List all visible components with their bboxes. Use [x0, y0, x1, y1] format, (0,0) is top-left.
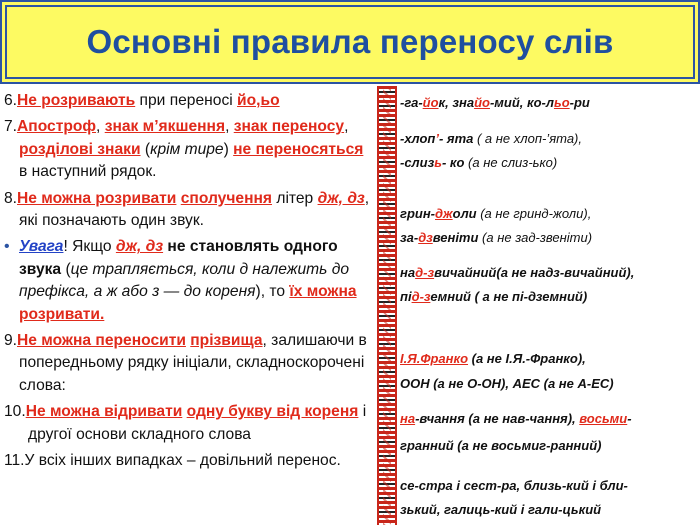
example-text: (а не І.Я.-Франко),: [468, 351, 586, 366]
ornament-divider: [377, 86, 397, 525]
example-text: -ри: [569, 95, 590, 110]
rule-keyword: їх можна розривати.: [19, 283, 357, 323]
rule-italic-text: це трапляється, коли д належить до префікса, а ж або з — до кореня: [19, 260, 349, 301]
example-text: вичайний(а не надз-вичайний),: [434, 265, 635, 280]
example-text: к, зна: [438, 95, 475, 110]
rule-number: 6.: [4, 92, 18, 109]
rule-keyword: Не можна відривати: [25, 403, 183, 421]
example-line: [400, 499, 698, 521]
example-note: (а не гринд-жоли),: [476, 206, 592, 221]
example-highlight: д-з: [415, 265, 435, 280]
rule-keyword: йо,ьо: [237, 92, 280, 109]
title-banner: [0, 0, 700, 84]
rule-text: ), то: [255, 283, 290, 301]
rule-9: [4, 330, 370, 397]
rule-number: 9.: [4, 332, 18, 350]
rule-number: 8.: [4, 189, 18, 207]
rule-note: [4, 236, 370, 326]
example-line: [400, 92, 698, 114]
example-line: [400, 262, 698, 284]
rule-text: ,: [225, 118, 234, 136]
example-line: [400, 152, 698, 174]
example-highlight: на: [400, 411, 416, 426]
rule-keyword: дж, дз: [317, 189, 365, 207]
example-note: ( а не хлоп-’ята),: [473, 131, 582, 146]
example-line: [400, 227, 698, 249]
example-note: (а не зад-звеніти): [478, 230, 593, 245]
example-highlight: д-з: [411, 289, 431, 304]
warning-label: Увага: [19, 238, 64, 256]
example-line: [400, 286, 698, 308]
rule-keyword: не переносяться: [233, 140, 364, 158]
rule-keyword: одну букву від кореня: [186, 403, 359, 421]
example-line: [400, 128, 698, 150]
rule-keyword: розділові знаки: [19, 140, 141, 158]
example-highlight: ’: [435, 131, 439, 146]
example-highlight: йо: [422, 95, 439, 110]
rule-keyword: Апостроф: [17, 118, 97, 136]
rule-text: при переносі: [135, 92, 238, 109]
example-highlight: дж: [435, 206, 453, 221]
rule-number: 11.: [4, 452, 25, 470]
rule-6: [4, 90, 370, 112]
example-text: -вчання (а не нав-чання),: [415, 411, 580, 426]
rule-keyword: знак м’якшення: [104, 118, 226, 136]
rule-bold-text: не становлять одного звука: [19, 238, 338, 278]
rule-text: , які позначають один звук.: [19, 189, 370, 230]
example-text: -: [627, 411, 632, 426]
example-text: се-стра і сест-ра, близь-кий і бли-: [400, 478, 628, 493]
rule-keyword: знак переносу: [233, 118, 345, 136]
example-highlight: йо: [474, 95, 490, 110]
example-line: [400, 475, 698, 497]
rule-10: [4, 401, 370, 446]
rule-text: ,: [96, 118, 105, 136]
rule-11: [4, 450, 370, 472]
example-line: [400, 408, 698, 430]
rule-keyword: Не можна переносити: [17, 332, 186, 350]
example-line: [400, 203, 698, 225]
rule-8: [4, 188, 370, 233]
example-highlight: дз: [418, 230, 433, 245]
example-text: -га-: [400, 95, 423, 110]
rule-text: (: [61, 260, 71, 278]
example-highlight: ь: [434, 155, 442, 170]
example-line: [400, 435, 698, 457]
example-text: грин-: [400, 206, 436, 221]
rule-keyword: Не можна розривати: [17, 189, 177, 207]
example-text: на: [400, 265, 416, 280]
bullet-icon: •: [4, 238, 10, 256]
rule-text: , залишаючи в попередньому рядку ініціали, складноскорочені слова:: [19, 332, 367, 394]
example-text: -хлоп: [400, 131, 436, 146]
page-title: Основні правила переносу слів: [86, 23, 614, 60]
example-note: (а не слиз-ько): [464, 155, 558, 170]
example-text: - ко: [441, 155, 465, 170]
rule-number: 7.: [4, 118, 18, 136]
rule-text: ,: [344, 118, 349, 136]
rule-keyword: Не розривають: [17, 92, 136, 109]
rule-text: ! Якщо: [63, 238, 116, 256]
example-text: за-: [400, 230, 419, 245]
rule-text: і другої основи складного слова: [28, 403, 367, 443]
rule-number: 10.: [4, 403, 26, 421]
example-text: пі: [400, 289, 412, 304]
example-text: гранний (а не восьмиг-ранний): [400, 438, 602, 453]
rule-keyword: прізвища: [190, 332, 263, 350]
rule-7: [4, 116, 370, 183]
rule-italic-text: крім тире: [150, 140, 224, 158]
rule-keyword: дж, дз: [115, 238, 164, 256]
example-text: оли: [452, 206, 477, 221]
example-text: -мий, ко-л: [489, 95, 554, 110]
example-text: зький, галиць-кий і гали-цький: [400, 502, 602, 517]
rule-text: в наступний рядок.: [19, 163, 157, 181]
example-highlight: І.Я.Франко: [400, 351, 469, 366]
examples-column: [400, 90, 698, 520]
example-line: [400, 373, 698, 395]
example-text: емний ( а не пі-дземний): [430, 289, 588, 304]
example-highlight: восьми: [579, 411, 628, 426]
rules-column: [4, 90, 370, 520]
rule-keyword: сполучення: [180, 189, 273, 207]
rule-text: ): [223, 140, 234, 158]
rule-text: (: [140, 140, 151, 158]
example-text: ООН (а не О-ОН), АЕС (а не А-ЕС): [400, 376, 614, 391]
example-text: - ята: [438, 131, 474, 146]
rule-text: літер: [272, 189, 318, 207]
example-text: веніти: [432, 230, 479, 245]
example-text: -слиз: [400, 155, 435, 170]
rule-text: У всіх інших випадках – довільний перенос.: [24, 452, 341, 470]
example-line: [400, 348, 698, 370]
example-highlight: ьо: [553, 95, 570, 110]
